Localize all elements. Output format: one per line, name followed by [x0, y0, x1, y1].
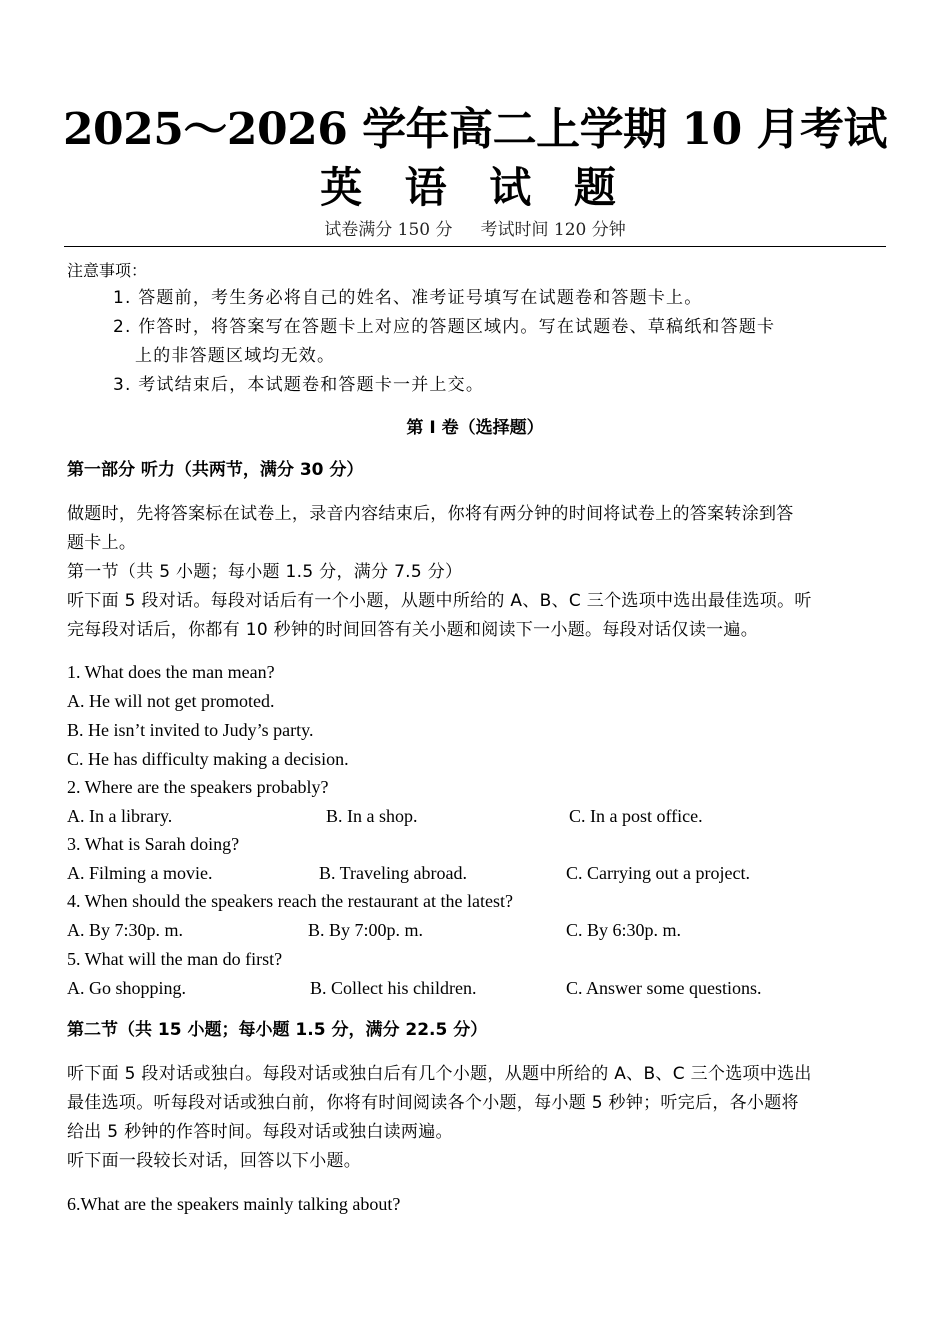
header-divider [64, 246, 886, 247]
part1-heading: 第一部分 听力（共两节，满分 30 分） [67, 460, 364, 480]
question-1: 1. What does the man mean? [67, 662, 275, 682]
question-4-option-a: A. By 7:30p. m. [67, 920, 184, 940]
notice-item-2: 2. 作答时，将答案写在答题卡上对应的答题区域内。写在试题卷、草稿纸和答题卡 [113, 317, 776, 337]
section2-instructions-line-2: 最佳选项。听每段对话或独白前，你将有时间阅读各个小题，每小题 5 秒钟；听完后，各小题将 [67, 1093, 799, 1113]
question-3: 3. What is Sarah doing? [67, 834, 240, 854]
question-5-option-c: C. Answer some questions. [566, 978, 762, 998]
question-1-option-b: B. He isn’t invited to Judy’s party. [67, 720, 314, 740]
exam-info [0, 218, 950, 242]
question-6: 6.What are the speakers mainly talking about? [67, 1194, 401, 1214]
question-2-option-b: B. In a shop. [326, 806, 418, 826]
exam-duration: 考试时间 120 分钟 [480, 220, 626, 240]
question-5-option-b: B. Collect his children. [310, 978, 477, 998]
notice-item-3: 3. 考试结束后，本试题卷和答题卡一并上交。 [113, 375, 485, 395]
section2-instructions-line-1: 听下面 5 段对话或独白。每段对话或独白后有几个小题，从题中所给的 A、B、C 三个选项中选出 [67, 1064, 812, 1084]
question-3-option-c: C. Carrying out a project. [566, 863, 750, 883]
question-1-option-c: C. He has difficulty making a decision. [67, 749, 349, 769]
part1-intro-line-1: 做题时，先将答案标在试卷上，录音内容结束后，你将有两分钟的时间将试卷上的答案转涂到答 [67, 504, 794, 524]
volume-title: 第 I 卷（选择题） [406, 418, 544, 438]
question-4-option-c: C. By 6:30p. m. [566, 920, 682, 940]
section1-heading: 第一节（共 5 小题；每小题 1.5 分，满分 7.5 分） [67, 562, 463, 582]
section1-instructions-line-2: 完每段对话后，你都有 10 秒钟的时间回答有关小题和阅读下一小题。每段对话仅读一遍。 [67, 620, 759, 640]
part1-intro-line-2: 题卡上。 [67, 533, 137, 553]
question-4-option-b: B. By 7:00p. m. [308, 920, 424, 940]
notice-item-1: 1. 答题前，考生务必将自己的姓名、准考证号填写在试题卷和答题卡上。 [113, 288, 703, 308]
question-2-option-c: C. In a post office. [569, 806, 703, 826]
question-3-option-a: A. Filming a movie. [67, 863, 213, 883]
notice-heading: 注意事项： [67, 261, 148, 280]
subject-title: 英 语 试 题 [320, 163, 630, 212]
question-5: 5. What will the man do first? [67, 949, 283, 969]
section2-heading: 第二节（共 15 小题；每小题 1.5 分，满分 22.5 分） [67, 1020, 488, 1040]
notice-item-2-cont: 上的非答题区域均无效。 [135, 346, 336, 366]
full-marks: 试卷满分 150 分 [324, 220, 453, 240]
question-2-option-a: A. In a library. [67, 806, 173, 826]
question-1-option-a: A. He will not get promoted. [67, 691, 275, 711]
exam-title: 2025～2026 学年高二上学期 10 月考试 [62, 104, 888, 155]
question-3-option-b: B. Traveling abroad. [319, 863, 467, 883]
section2-instructions-line-4: 听下面一段较长对话，回答以下小题。 [67, 1151, 362, 1171]
question-2: 2. Where are the speakers probably? [67, 777, 329, 797]
section2-instructions-line-3: 给出 5 秒钟的作答时间。每段对话或独白读两遍。 [67, 1122, 453, 1142]
section1-instructions-line-1: 听下面 5 段对话。每段对话后有一个小题，从题中所给的 A、B、C 三个选项中选出最佳选项。听 [67, 591, 812, 611]
question-5-option-a: A. Go shopping. [67, 978, 187, 998]
question-4: 4. When should the speakers reach the restaurant at the latest? [67, 891, 513, 911]
